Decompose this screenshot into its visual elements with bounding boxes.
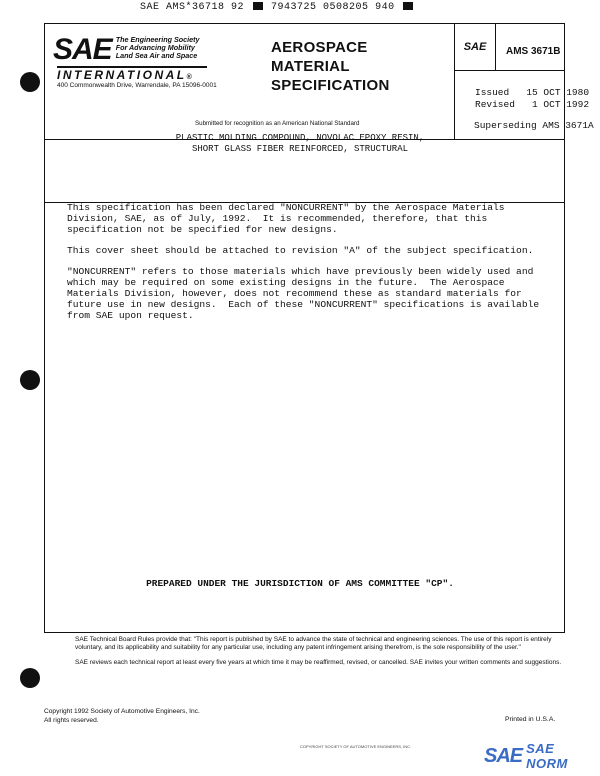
- spec-body: [67, 202, 557, 331]
- doc-number-row: [455, 24, 565, 71]
- document-code-line: [140, 2, 440, 13]
- copyright-line: Copyright 1992 Society of Automotive Engineers, Inc.: [44, 708, 200, 715]
- prepared-note: PREPARED UNDER THE JURISDICTION OF AMS COMMITTEE "CP".: [146, 578, 454, 589]
- doc-dates: [455, 71, 590, 111]
- international-text: INTERNATIONAL: [57, 68, 187, 82]
- body-paragraph: "NONCURRENT" refers to those materials which have previously been widely used and which may be required on some existing designs in the future. The Aerospace Materials Division, however, does not recommend these as standard materials for future use in new designs. Each of these "NONCURRENT" specifications is available from SAE upon request.: [67, 266, 540, 321]
- watermark-logo: SAE: [484, 744, 523, 767]
- doc-type-block: [261, 24, 454, 139]
- punch-hole: [20, 370, 40, 390]
- tagline-line: The Engineering Society: [115, 35, 200, 44]
- spec-title: [0, 133, 600, 155]
- code-part-1: SAE AMS*36718 92: [140, 2, 245, 13]
- code-part-2: 7943725 0508205 940: [271, 2, 395, 13]
- copyright-line: All rights reserved.: [44, 716, 99, 724]
- punch-hole: [20, 668, 40, 688]
- revised-date: Revised 1 OCT 1992: [475, 99, 590, 110]
- spec-title-line: PLASTIC MOLDING COMPOUND, NOVOLAC EPOXY RESIN,: [175, 133, 425, 143]
- barcode-block-icon: [403, 2, 413, 10]
- body-paragraph: This cover sheet should be attached to revision "A" of the subject specification.: [67, 245, 534, 256]
- publisher-address: 400 Commonwealth Drive, Warrendale, PA 15096-0001: [57, 82, 217, 89]
- printed-in: Printed in U.S.A.: [505, 716, 556, 723]
- body-paragraph: This specification has been declared "NONCURRENT" by the Aerospace Materials Division, SAE, as of July, 1992. It is recommended, therefore, that this specification not be specified for new designs.: [67, 202, 505, 235]
- footer-notes: [75, 636, 565, 673]
- sae-logo: SAE: [53, 33, 112, 66]
- registered-mark: ®: [186, 74, 192, 81]
- board-rules-note: SAE Technical Board Rules provide that: "This report is published by SAE to advance the state of technical and engineering sciences. The use of this report is entirely voluntary, and its applicability and suitability for any particular use, including any patent infringement arising therefrom, is the sole responsibility of the user.": [75, 636, 552, 652]
- issued-date: Issued 15 OCT 1980: [475, 87, 590, 98]
- doc-number: AMS 3671B: [506, 45, 561, 57]
- sae-norm-watermark: [484, 741, 600, 771]
- sae-logo-block: [53, 33, 200, 66]
- doc-type-title: [271, 38, 390, 95]
- sae-small-logo: SAE: [455, 24, 496, 70]
- recognition-note: Submitted for recognition as an American National Standard: [195, 120, 360, 127]
- society-tagline: [116, 36, 200, 60]
- international-wordmark: [57, 66, 207, 82]
- barcode-block-icon: [253, 2, 263, 10]
- copyright: [44, 708, 200, 725]
- doc-type-line: MATERIAL: [271, 58, 350, 75]
- punch-hole: [20, 72, 40, 92]
- review-note: SAE reviews each technical report at least every five years at which time it may be reaffirmed, revised, or cancelled. SAE invites your written comments and suggestions.: [75, 658, 562, 666]
- superseding-note: Superseding AMS 3671A: [474, 120, 594, 131]
- doc-type-line: AEROSPACE: [271, 39, 368, 56]
- doc-type-line: SPECIFICATION: [271, 77, 390, 94]
- spec-title-line: SHORT GLASS FIBER REINFORCED, STRUCTURAL: [191, 144, 409, 154]
- tiny-copyright-line: COPYRIGHT SOCIETY OF AUTOMOTIVE ENGINEERS, INC.: [300, 744, 412, 749]
- tagline-line: For Advancing Mobility: [115, 43, 195, 52]
- watermark-text: SAE NORM: [526, 741, 568, 771]
- tagline-line: Land Sea Air and Space: [115, 51, 198, 60]
- doc-id-block: [454, 24, 594, 139]
